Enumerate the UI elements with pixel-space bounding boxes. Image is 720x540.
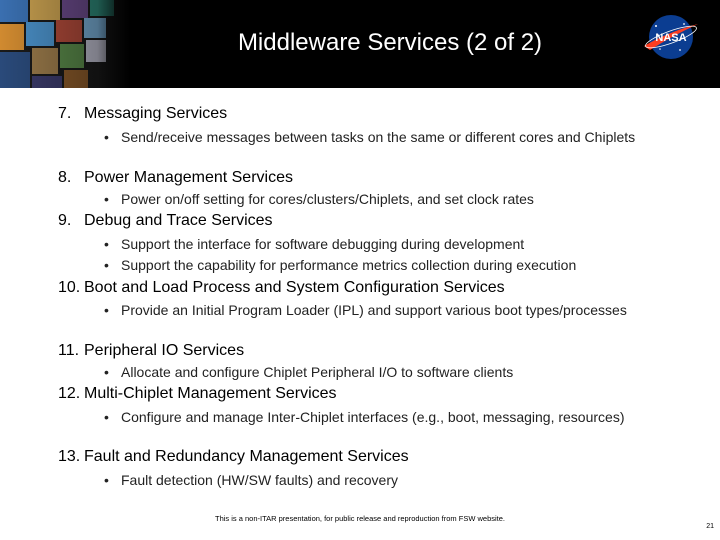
bullet-item: [104, 191, 664, 208]
section-heading: 7. Messaging Services: [58, 105, 228, 122]
slide-title: Middleware Services (2 of 2): [237, 29, 543, 56]
bullet-item: [104, 257, 664, 274]
bullet-dot: •: [104, 257, 109, 273]
page-number: 21: [706, 523, 714, 530]
nasa-logo-text: NASA: [655, 32, 687, 44]
bullet-text: Provide an Initial Program Loader (IPL) and support various boot types/processes: [121, 302, 627, 318]
section-heading: 11. Peripheral IO Services: [58, 342, 245, 359]
section-heading: 12. Multi-Chiplet Management Services: [58, 385, 337, 402]
bullet-text: Allocate and configure Chiplet Peripheral I/O to software clients: [121, 364, 514, 380]
bullet-text: Send/receive messages between tasks on the same or different cores and Chiplets: [121, 129, 636, 145]
bullet-text: Configure and manage Inter-Chiplet interfaces (e.g., boot, messaging, resources): [121, 409, 625, 425]
bullet-item: [104, 409, 664, 426]
section-heading: 8. Power Management Services: [58, 169, 293, 186]
bullet-item: [104, 364, 664, 381]
bullet-item: [104, 236, 664, 253]
section-heading: 13. Fault and Redundancy Management Services: [58, 448, 409, 465]
section-heading: 9. Debug and Trace Services: [58, 212, 273, 229]
bullet-dot: •: [104, 129, 109, 145]
bullet-item: [104, 129, 664, 146]
footer-disclaimer: This is a non-ITAR presentation, for public release and reproduction from FSW website.: [215, 514, 505, 523]
bullet-dot: •: [104, 302, 109, 318]
bullet-text: Power on/off setting for cores/clusters/Chiplets, and set clock rates: [121, 191, 534, 207]
bullet-text: Fault detection (HW/SW faults) and recovery: [121, 472, 398, 488]
bullet-text: Support the capability for performance metrics collection during execution: [121, 257, 577, 273]
bullet-dot: •: [104, 364, 109, 380]
bullet-text: Support the interface for software debugging during development: [121, 236, 525, 252]
bullet-dot: •: [104, 409, 109, 425]
bullet-dot: •: [104, 472, 109, 488]
section-heading: 10. Boot and Load Process and System Configuration Services: [58, 279, 505, 296]
bullet-item: [104, 302, 664, 319]
bullet-dot: •: [104, 236, 109, 252]
bullet-item: [104, 472, 664, 489]
bullet-dot: •: [104, 191, 109, 207]
